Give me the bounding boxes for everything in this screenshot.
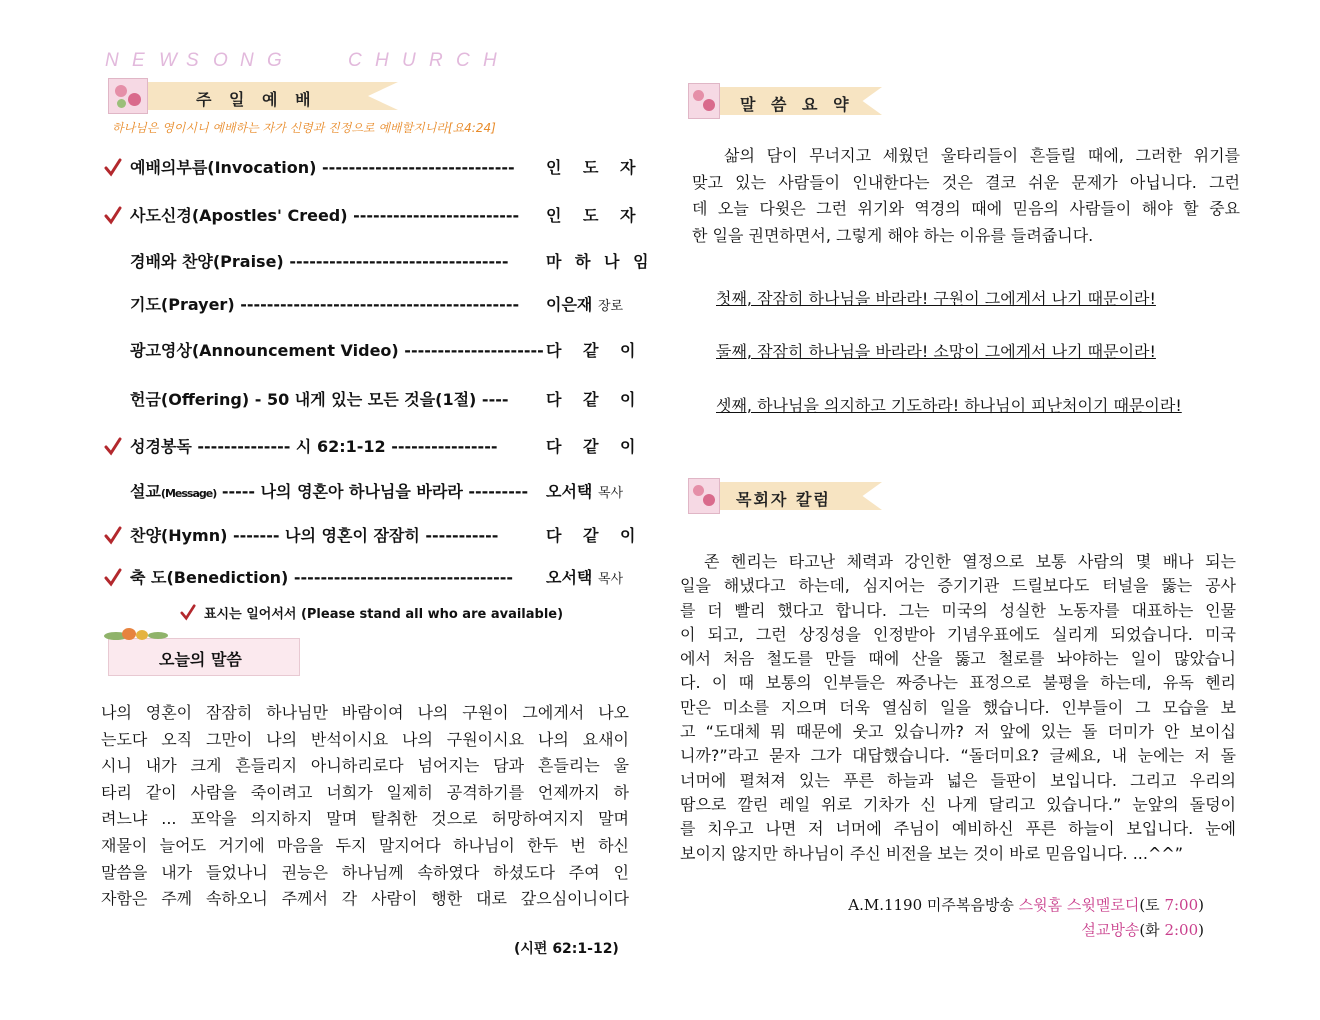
text-line: 시니 내가 크게 흔들리지 아니하리로다 넘어지는 담과 흔들리는 울 [101,756,629,776]
order-item [104,434,644,458]
order-label: 사도신경(Apostles' Creed) ------------------------- [130,206,520,225]
text-line: 너머에 펼쳐져 있는 푸른 하늘과 넓은 들판이 보입니다. 그리고 우리의 [680,770,1236,790]
summary-banner [688,83,888,117]
order-label: 성경봉독 -------------- 시 62:1-12 ---------------- [130,437,498,456]
text-line: 맞고 있는 사람들이 인내한다는 것은 결코 쉬운 문제가 아닙니다. 그런 [692,172,1240,192]
order-leader: 인 도 자 [546,158,644,177]
church-letter: G [267,50,282,71]
text-line: 나의 영혼이 잠잠히 하나님만 바람이여 나의 구원이 그에게서 나오 [101,703,629,722]
station-name: A.M.1190 미주복음방송 [848,896,1019,914]
checkmark-icon [104,436,122,456]
order-item [104,338,644,362]
text-line: 고 “도대체 뭐 때문에 웃고 있습니까? 저 앞에 있는 돌 더미가 안 보이십 [680,722,1236,742]
text-line: 한 일을 권면하면서, 그렇게 해야 하는 이유를 들려줍니다. [692,225,1094,245]
church-letter: N [105,50,119,71]
today-word-title: 오늘의 말씀 [159,650,242,669]
summary-text [692,143,1240,249]
summary-point-1: 첫째, 잠잠히 하나님을 바라라! 구원이 그에게서 나기 때문이라! [716,289,1156,308]
column-banner [688,478,888,512]
order-label: 기도(Prayer) ------------------------------------------ [130,295,520,314]
leader-name: 오서택 [546,482,593,501]
text-line: 땀으로 깔린 레일 위로 기차가 신 나게 달리고 있습니다.” 눈앞의 돌덩이 [680,794,1236,814]
text-line: 려느냐 ... 포악을 의지하지 말며 탈취한 것으로 허망하여지지 말며 [101,809,629,829]
church-letter: H [483,50,497,71]
checkmark-icon [180,603,196,621]
leader-title: 목사 [597,486,624,501]
text-line: 삶의 담이 무너지고 세웠던 울타리들이 흔들릴 때에, 그러한 위기를 [724,146,1240,165]
text-line: 타리 같이 사람을 죽이려고 너희가 일제히 공격하기를 언제까지 하 [101,782,629,802]
summary-point-3: 셋째, 하나님을 의지하고 기도하라! 하나님이 피난처이기 때문이라! [716,396,1182,415]
text-line: 재물이 늘어도 거기에 마음을 두지 말지어다 하나님이 한두 번 하신 [101,835,629,855]
rose-icon [688,478,720,514]
today-word-banner [104,626,300,676]
worship-banner [108,78,408,112]
sermon-title: ----- 나의 영혼아 하나님을 바라라 --------- [216,482,529,501]
church-letter: R [429,50,443,71]
order-item [104,565,644,589]
order-item [104,292,644,316]
order-item [104,249,653,273]
order-item [104,523,644,547]
order-leader [546,292,623,315]
checkmark-icon [104,525,122,545]
column-text [680,550,1236,866]
church-letter: O [213,50,228,71]
sermon-label-english: (Message) [160,487,217,500]
leader-name: 이은재 [546,295,593,314]
order-label: 예배의부름(Invocation) ----------------------------- [130,158,515,177]
rose-icon [688,83,720,119]
leader-title: 장로 [597,299,624,314]
text-line: 에서 처음 철도를 만들 때에 산을 뚫고 철로를 놔야하는 일이 많았습니 [680,649,1236,669]
program-time: 2:00 [1164,921,1199,939]
text-line: 데 오늘 다윗은 그런 위기와 역경의 때에 믿음의 사람들이 해야 할 중요 [692,199,1240,219]
church-letter: S [186,50,199,71]
flower-bouquet-icon [104,626,174,644]
order-leader: 다 같 이 [546,341,644,360]
text-line: 를 더 빨리 했다고 합니다. 그는 미국의 성실한 노동자를 대표하는 인물 [680,600,1236,620]
text-line: 보이지 않지만 하나님이 주신 비전을 보는 것이 바로 믿음입니다. ...^^” [680,843,1184,863]
today-word-text [101,700,629,913]
checkmark-icon [104,205,122,225]
worship-title: 주 일 예 배 [196,90,317,109]
order-label [130,479,528,502]
church-letter: C [348,50,362,71]
paren: ) [1198,921,1204,939]
sermon-label: 설교 [130,482,161,501]
text-line: 말씀을 내가 들었나니 권능은 하나님께 속하였다 하셨도다 주여 인 [101,862,629,882]
order-label: 축 도(Benediction) --------------------------------- [130,568,514,587]
order-leader: 다 같 이 [546,437,644,456]
stand-note [180,603,563,622]
order-leader [546,565,623,588]
broadcast-info [848,893,1204,943]
order-leader: 다 같 이 [546,390,644,409]
church-name-watermark [105,50,605,72]
summary-point-2: 둘째, 잠잠히 하나님을 바라라! 소망이 그에게서 나기 때문이라! [716,342,1156,361]
text-line: 자함은 주께 속하오니 주께서 각 사람이 행한 대로 갚으심이니이다 [101,889,629,909]
text-line: 는도다 오직 그만이 나의 반석이시요 나의 구원이시요 나의 요새이 [101,729,629,749]
summary-title: 말 씀 요 약 [740,95,854,114]
order-label: 광고영상(Announcement Video) --------------------- [130,341,544,360]
text-line: 일을 해냈다고 하는데, 심지어는 증기기관 드릴보다도 터널을 뚫는 공사 [680,576,1236,596]
church-letter: C [456,50,470,71]
church-letter: W [159,50,177,71]
broadcast-line-1 [848,893,1204,918]
text-line: 다. 이 때 보통의 인부들은 짜증나는 표정으로 불평을 하는데, 유독 헨리 [680,673,1236,693]
order-item [104,155,644,179]
order-leader: 마 하 나 임 [546,252,653,271]
program-time: 7:00 [1164,896,1199,914]
order-item [104,479,644,503]
program-name: 설교방송 [1081,921,1140,939]
text-line: 를 치우고 나면 저 너머에 주님이 예비하신 푸른 하늘이 보입니다. 눈에 [680,819,1236,839]
text-line: 니까?”라고 묻자 그가 대답했습니다. “돌더미요? 글쎄요, 내 눈에는 저 돌 [680,746,1236,766]
order-leader [546,479,623,502]
order-label: 찬양(Hymn) ------- 나의 영혼이 잠잠히 ----------- [130,526,499,545]
church-letter: U [402,50,416,71]
program-day: (토 [1139,896,1165,914]
church-letter: N [240,50,254,71]
scripture-reference: (시편 62:1-12) [514,941,619,957]
column-title: 목회자 칼럼 [736,490,831,509]
paren: ) [1198,896,1204,914]
text-line: 만은 미소를 지으며 더욱 열심히 일을 했습니다. 인부들이 그 모습을 보 [680,697,1236,717]
church-letter: E [132,50,145,71]
leader-title: 목사 [597,572,624,587]
broadcast-line-2 [848,918,1204,943]
order-item [104,203,644,227]
verse-line: 하나님은 영이시니 예배하는 자가 신령과 진정으로 예배할지니라[요4:24] [112,121,496,135]
order-label: 헌금(Offering) - 50 내게 있는 모든 것을(1절) ---- [130,390,509,409]
text-line: 존 헨리는 타고난 체력과 강인한 열정으로 보통 사람의 몇 배나 되는 [704,552,1236,571]
checkmark-icon [104,157,122,177]
stand-note-text: 표시는 일어서서 (Please stand all who are available) [204,607,564,622]
leader-name: 오서택 [546,568,593,587]
order-leader: 다 같 이 [546,526,644,545]
program-day: (화 [1139,921,1165,939]
order-leader: 인 도 자 [546,206,644,225]
program-name: 스윗홈 스윗멜로디 [1018,896,1140,914]
rose-icon [108,78,148,114]
order-item [104,387,644,411]
church-letter: H [375,50,389,71]
text-line: 이 되고, 그런 상징성을 인정받아 기념우표에도 실리게 되었습니다. 미국 [680,624,1236,644]
checkmark-icon [104,567,122,587]
order-label: 경배와 찬양(Praise) --------------------------------- [130,252,509,271]
